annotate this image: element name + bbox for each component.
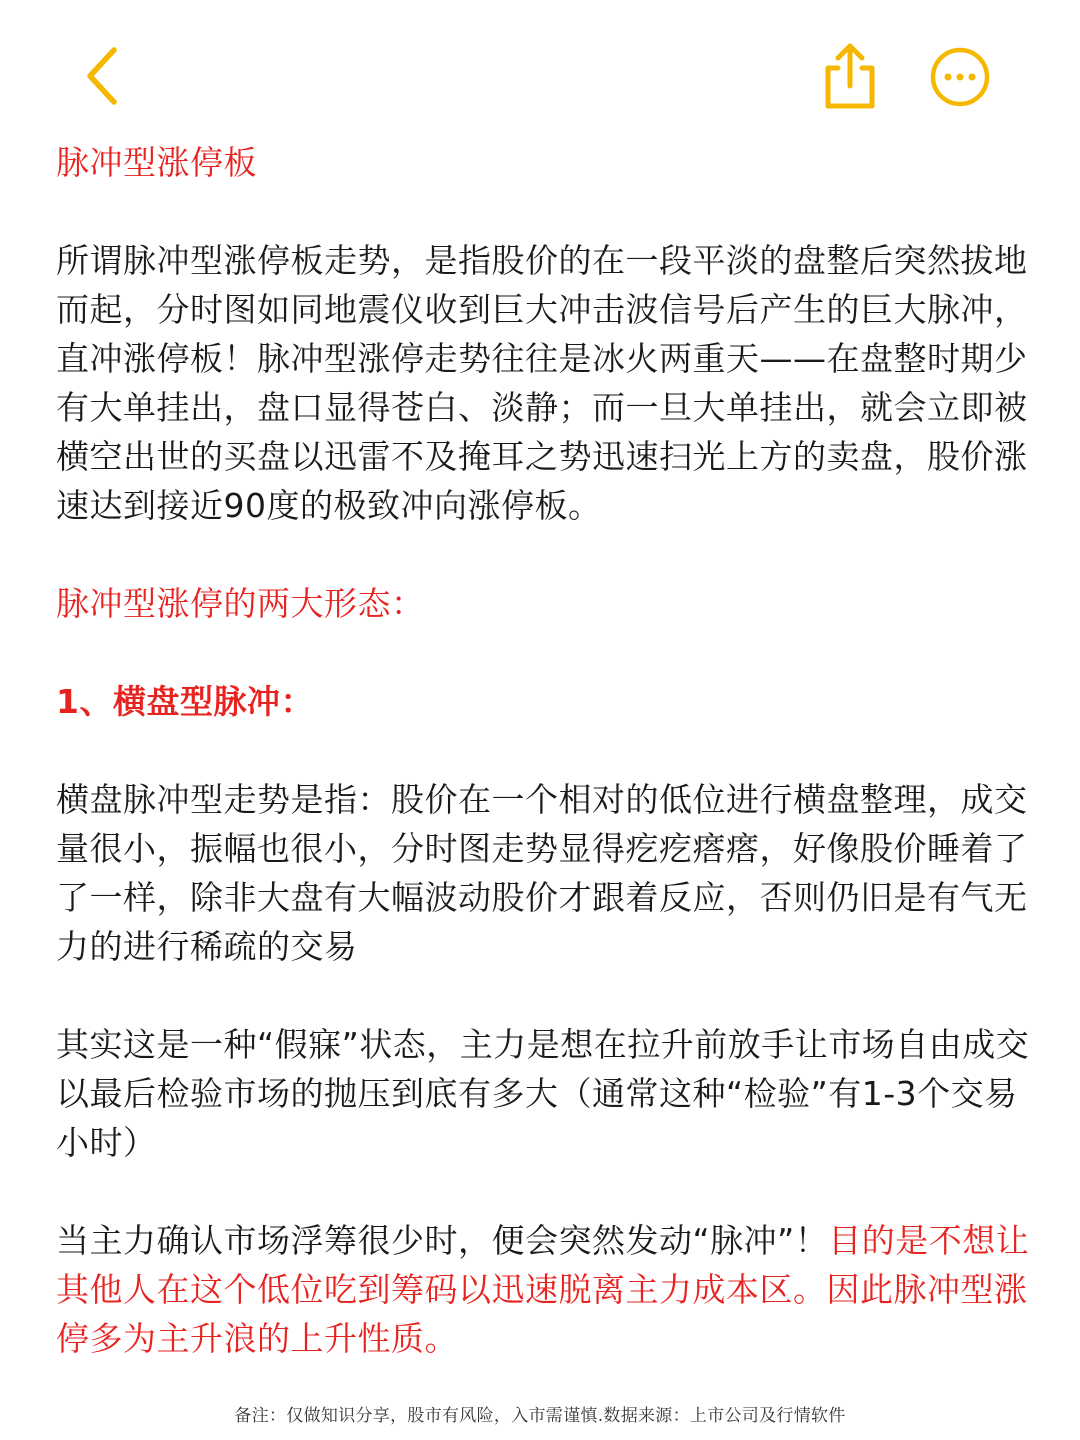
chevron-left-icon[interactable] xyxy=(76,44,132,108)
paragraph-3-text: 当主力确认市场浮筹很少时，便会突然发动“脉冲”！ xyxy=(56,1221,829,1260)
forms-heading: 脉冲型涨停的两大形态： xyxy=(56,584,425,623)
article-body xyxy=(56,138,1036,1363)
section1-heading: 1、横盘型脉冲： xyxy=(56,682,314,721)
section1-paragraph-2: 其实这是一种“假寐”状态，主力是想在拉升前放手让市场自由成交以最后检验市场的抛压到底有多大（通常这种“检验”有1-3个交易小时） xyxy=(56,1025,1030,1162)
top-toolbar xyxy=(0,0,1080,130)
section1-paragraph-1: 横盘脉冲型走势是指：股价在一个相对的低位进行横盘整理，成交量很小，振幅也很小，分时图走势显得疙疙瘩瘩，好像股价睡着了了一样，除非大盘有大幅波动股价才跟着反应，否则仍旧是有气无力的进行稀疏的交易 xyxy=(56,780,1028,966)
section1-paragraph-3 xyxy=(56,1216,1036,1363)
more-icon[interactable] xyxy=(928,45,992,109)
paragraph-3-highlight: 目的是不想让其他人在这个低位吃到筹码以迅速脱离主力成本区。因此脉冲型涨停多为主升浪的上升性质。 xyxy=(56,1221,1030,1358)
disclaimer-footer: 备注：仅做知识分享，股市有风险，入市需谨慎.数据来源：上市公司及行情软件 xyxy=(234,1406,846,1426)
share-icon[interactable] xyxy=(818,40,882,112)
intro-paragraph: 所谓脉冲型涨停板走势，是指股价的在一段平淡的盘整后突然拔地而起，分时图如同地震仪收到巨大冲击波信号后产生的巨大脉冲，直冲涨停板！脉冲型涨停走势往往是冰火两重天——在盘整时期少有大单挂出，盘口显得苍白、淡静；而一旦大单挂出，就会立即被横空出世的买盘以迅雷不及掩耳之势迅速扫光上方的卖盘，股价涨速达到接近90度的极致冲向涨停板。 xyxy=(56,241,1028,525)
article-title: 脉冲型涨停板 xyxy=(56,143,257,182)
